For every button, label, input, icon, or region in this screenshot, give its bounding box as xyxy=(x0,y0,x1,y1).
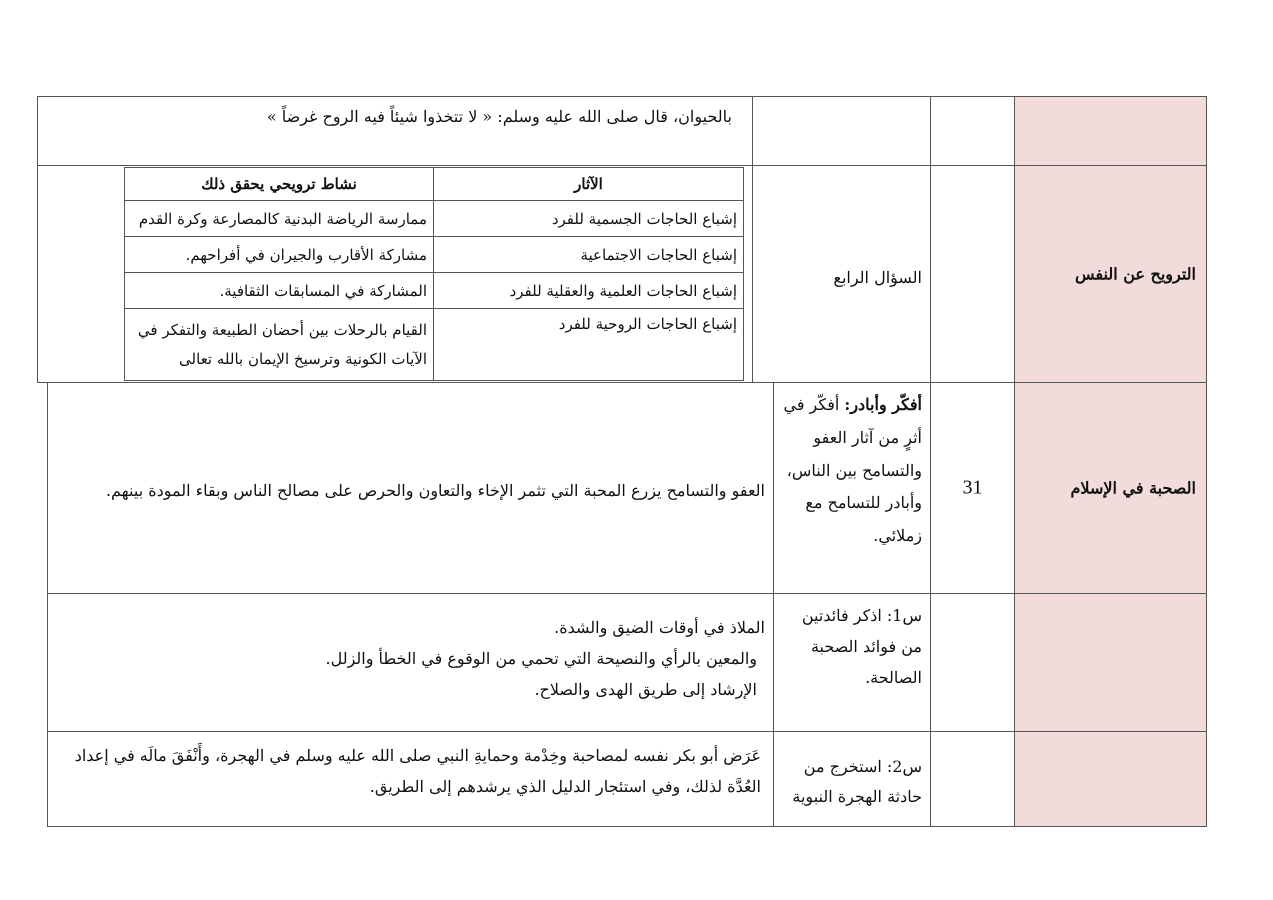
effect-cell: إشباع الحاجات الاجتماعية xyxy=(434,237,744,273)
answer-line: الإرشاد إلى طريق الهدى والصلاح. xyxy=(534,680,757,700)
lesson-cell-4 xyxy=(1014,593,1207,732)
activity-header: نشاط ترويحي يحقق ذلك xyxy=(125,168,434,201)
answer-list-4 xyxy=(58,612,765,706)
effect-cell: إشباع الحاجات العلمية والعقلية للفرد xyxy=(434,273,744,309)
lesson-cell-5 xyxy=(1014,731,1207,827)
lesson-cell-1 xyxy=(1014,96,1207,166)
think-initiate-label: أفكّر وأبادر: xyxy=(844,395,922,414)
answer-cell-3 xyxy=(47,382,774,594)
number-cell-3 xyxy=(930,382,1015,594)
lesson-cell-2 xyxy=(1014,165,1207,383)
answer-cell-4 xyxy=(47,593,774,732)
answer-line: الملاذ في أوقات الضيق والشدة. xyxy=(554,618,765,637)
answer-text-5: عَرَض أبو بكر نفسه لمصاحبة وخِدْمة وحمايةِ النبي صلى الله عليه وسلم في الهجرة، وأَنْفَقَ مالَه في إعداد العُدَّة لذلك، وفي استئجار الدليل الذي يرشدهم إلى الطريق. xyxy=(74,746,761,797)
activity-cell: مشاركة الأقارب والجيران في أفراحهم. xyxy=(125,237,434,273)
effect-cell: إشباع الحاجات الجسمية للفرد xyxy=(434,201,744,237)
lesson-cell-3 xyxy=(1014,382,1207,594)
question-text-3 xyxy=(780,389,922,553)
question-cell-5 xyxy=(773,731,931,827)
answer-text-3: العفو والتسامح يزرع المحبة التي تثمر الإخاء والتعاون والحرص على مصالح الناس وبقاء المودة بينهم. xyxy=(105,481,765,500)
question-text-4: س1: اذكر فائدتين من فوائد الصحبة الصالحة. xyxy=(801,606,922,688)
think-initiate-text: أفكّر في أثرٍ من آثار العفو والتسامح بين الناس، وأبادر للتسامح مع زملائي. xyxy=(783,395,922,546)
question-cell-4 xyxy=(773,593,931,732)
activity-cell: المشاركة في المسابقات الثقافية. xyxy=(125,273,434,309)
effects-table xyxy=(124,167,744,381)
lesson-title-recreation: الترويح عن النفس xyxy=(1075,264,1196,284)
answer-line: والمعين بالرأي والنصيحة التي تحمي من الوقوع في الخطأ والزلل. xyxy=(325,649,757,669)
answer-cell-1 xyxy=(37,96,753,166)
number-cell-4 xyxy=(930,593,1015,732)
number-cell-5 xyxy=(930,731,1015,827)
activity-cell: القيام بالرحلات بين أحضان الطبيعة والتفكر في الآيات الكونية وترسيخ الإيمان بالله تعالى xyxy=(125,309,434,381)
answer-text-1: بالحيوان، قال صلى الله عليه وسلم: « لا تتخذوا شيئاً فيه الروح غرضاً » xyxy=(266,107,732,126)
lesson-title-companionship: الصحبة في الإسلام xyxy=(1070,478,1196,498)
answer-cell-5 xyxy=(47,731,774,827)
question-cell-2 xyxy=(752,165,931,383)
lesson-number: 31 xyxy=(962,476,983,499)
effect-cell: إشباع الحاجات الروحية للفرد xyxy=(434,309,744,381)
number-cell-2 xyxy=(930,165,1015,383)
question-text-5: س2: استخرج من حادثة الهجرة النبوية xyxy=(792,757,922,806)
effects-header: الآثار xyxy=(434,168,744,201)
question-cell-3 xyxy=(773,382,931,594)
question-text-2: السؤال الرابع xyxy=(833,268,922,287)
number-cell-1 xyxy=(930,96,1015,166)
activity-cell: ممارسة الرياضة البدنية كالمصارعة وكرة القدم xyxy=(125,201,434,237)
question-cell-1 xyxy=(752,96,931,166)
